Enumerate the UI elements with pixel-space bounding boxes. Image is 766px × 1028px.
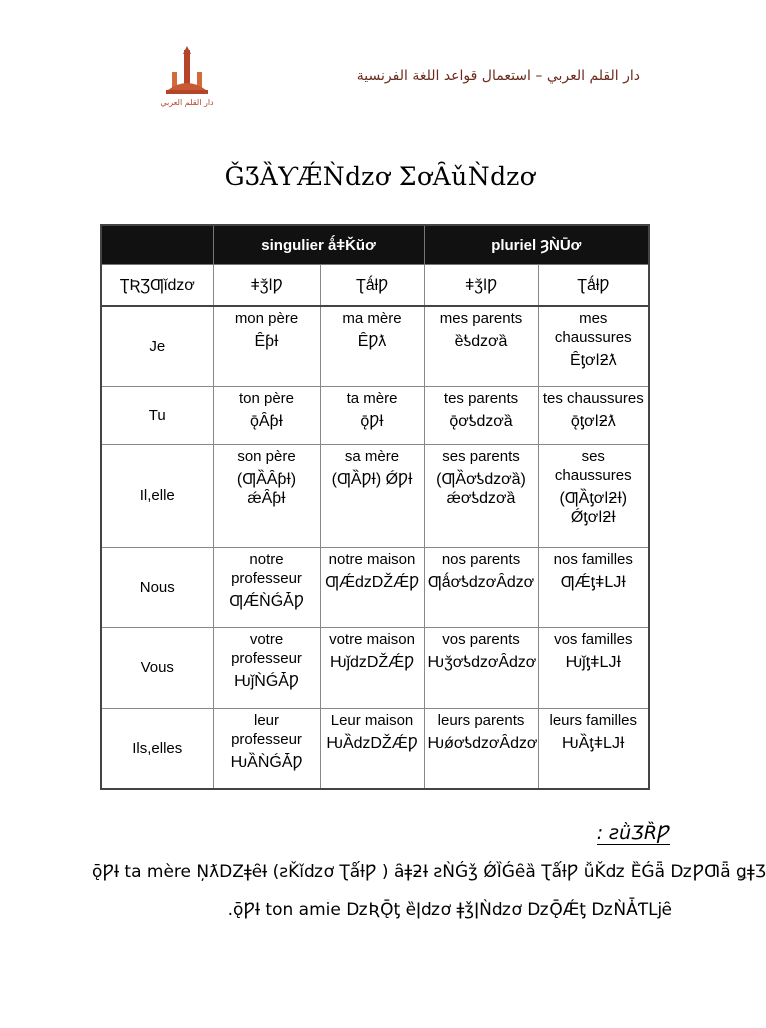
- table-subheader-row: [101, 265, 649, 307]
- table-cell: [538, 387, 649, 444]
- arabic-form: ǶȀƫǂǇƗ: [562, 734, 625, 752]
- person-cell: Nous: [101, 547, 213, 627]
- table-cell: [213, 547, 320, 627]
- arabic-form: (ƢȀǷƗ) ǾǷƗ: [331, 470, 413, 488]
- french-form: tes parents: [443, 390, 519, 408]
- header-blank-cell: [101, 225, 213, 265]
- french-form: ses parents: [442, 447, 520, 465]
- logo-text: دار القلم العربي: [160, 98, 214, 107]
- table-cell: [320, 708, 424, 789]
- table-cell: [538, 306, 649, 387]
- table-cell: [424, 547, 538, 627]
- french-form: nos familles: [553, 550, 633, 568]
- table-cell: [320, 547, 424, 627]
- subheader-fem-plur: ƮǻƚǷ: [538, 265, 649, 307]
- table-cell: [213, 444, 320, 547]
- french-form: leurs familles: [549, 711, 638, 729]
- french-form: ta mère: [346, 390, 398, 408]
- note-line-1: ǭǷƗ ta mère ŅƛDZǂȇƗ (ƨǨǐǳơ ƮǻƚǷ ) ȃǂƻƗ ƨǸǴǯ ǾȈǴȇȁ ƮǻƚǷ ǚǨǳ ȄǴǟ ǲǷƢǟ ǥǂƷ: [92, 862, 766, 882]
- french-form: mes chaussures: [554, 310, 632, 346]
- subheader-masc-plur: ǂǯǀǷ: [424, 265, 538, 307]
- table-cell: [320, 387, 424, 444]
- table-cell: [424, 444, 538, 547]
- table-row: [101, 708, 649, 789]
- french-form: votre maison: [329, 631, 415, 649]
- table-row: [101, 444, 649, 547]
- table-cell: [538, 547, 649, 627]
- subheader-fem-sing: ƮǻƚǷ: [320, 265, 424, 307]
- person-cell: Je: [101, 306, 213, 387]
- french-form: mes parents: [439, 310, 523, 327]
- french-form: vos familles: [554, 631, 633, 649]
- arabic-form: ƢǻơƾǳơȂǳơ: [427, 573, 535, 591]
- arabic-form: (ƢȀƫơǀƻƗ) ǾƫơǀƻƗ: [559, 489, 628, 526]
- plural-header: pluriel ȜǸŪơ: [424, 225, 649, 265]
- french-form: ma mère: [342, 310, 402, 327]
- note-title: [520, 822, 670, 844]
- french-form: leurs parents: [437, 711, 525, 729]
- person-cell: Ils,elles: [101, 708, 213, 789]
- french-form: sa mère: [344, 447, 400, 465]
- arabic-form: ǭƫơǀƻƛ: [570, 413, 616, 431]
- table-cell: [538, 444, 649, 547]
- french-form: Leur maison: [330, 711, 414, 729]
- arabic-form: ǶǯơƾǳơȂǳơ: [427, 654, 537, 672]
- arabic-form: ƢǼƫǂǇƗ: [560, 573, 626, 591]
- french-form: tes chaussures: [542, 390, 644, 408]
- page-title: ǦƷȀƳǼǸǳơ ƩơȂǔǸǳơ: [224, 162, 536, 191]
- possessive-adjectives-table: [100, 224, 650, 790]
- table-cell: [424, 628, 538, 708]
- arabic-form: ȆǷƛ: [357, 333, 387, 350]
- french-form: mon père: [234, 310, 299, 327]
- french-form: vos parents: [442, 631, 520, 649]
- arabic-form: Ȇƫơǀƻƛ: [569, 352, 617, 369]
- arabic-form: ǭȂƥƗ: [250, 413, 283, 431]
- arabic-form: ȆƥƗ: [254, 333, 279, 350]
- table-row: [101, 547, 649, 627]
- subheader-masc-sing: ǂǯǀǷ: [213, 265, 320, 307]
- note-line-2: .ǭǷƗ ton amie ǲƦǬƫ ȅǀǳơ ǂǯǀǸǳơ ǲǬǼƫ ǲǸǠƬǈȇ: [227, 900, 672, 920]
- singular-header: singulier ǻǂǨŭơ: [213, 225, 424, 265]
- table-cell: [213, 387, 320, 444]
- arabic-form: ǶǿơƾǳơȂǳơ: [427, 734, 538, 752]
- arabic-form: ǶǰƫǂǇƗ: [565, 654, 621, 672]
- french-form: votre professeur: [231, 631, 302, 668]
- arabic-form: ǶǰǳǄǼǷ: [329, 654, 415, 672]
- table-cell: [320, 306, 424, 387]
- person-cell: Tu: [101, 387, 213, 444]
- table-cell: [424, 708, 538, 789]
- table-cell: [320, 628, 424, 708]
- french-form: nos parents: [441, 550, 521, 568]
- table-row: [101, 306, 649, 387]
- publisher-logo: [160, 46, 214, 108]
- header-text: دار القلم العربي – استعمال قواعد اللغة الفرنسية: [356, 68, 640, 84]
- arabic-form: (ƢȀȂƥƗ) ǽȂƥƗ: [236, 470, 297, 507]
- arabic-form: ǶȀǸǴǠǷ: [230, 753, 303, 771]
- french-form: leur professeur: [231, 711, 302, 748]
- table-cell: [538, 708, 649, 789]
- table-cell: [320, 444, 424, 547]
- table-cell: [213, 306, 320, 387]
- note-title-text: : ƨǜƷȐǷ: [596, 822, 670, 844]
- french-form: ses chaussures: [554, 447, 632, 484]
- table-row: [101, 628, 649, 708]
- person-cell: Il,elle: [101, 444, 213, 547]
- french-form: son père: [237, 447, 296, 465]
- french-form: ton père: [238, 390, 295, 408]
- subheader-person: ƮƦƷƢǐǳơ: [101, 265, 213, 307]
- arabic-form: ƢǼǸǴǠǷ: [229, 592, 304, 610]
- arabic-form: ǭơƾǳơȁ: [449, 413, 513, 431]
- table-cell: [538, 628, 649, 708]
- person-cell: Vous: [101, 628, 213, 708]
- arabic-form: ǶȀǳǄǼǷ: [326, 734, 418, 752]
- french-form: notre maison: [328, 550, 416, 568]
- table-cell: [213, 628, 320, 708]
- french-form: notre professeur: [231, 550, 302, 587]
- table-header-row: [101, 225, 649, 265]
- arabic-form: (ƢȀơƾǳơȁ) ǽơƾǳơȁ: [436, 470, 526, 507]
- table-cell: [424, 387, 538, 444]
- arabic-form: ȅƾǳơȁ: [454, 333, 508, 350]
- arabic-form: ǭǷƗ: [360, 413, 384, 431]
- table-row: [101, 387, 649, 444]
- arabic-form: ƢǼǳǄǼǷ: [325, 573, 419, 591]
- arabic-form: ǶǰǸǴǠǷ: [234, 673, 299, 691]
- table-cell: [213, 708, 320, 789]
- table-cell: [424, 306, 538, 387]
